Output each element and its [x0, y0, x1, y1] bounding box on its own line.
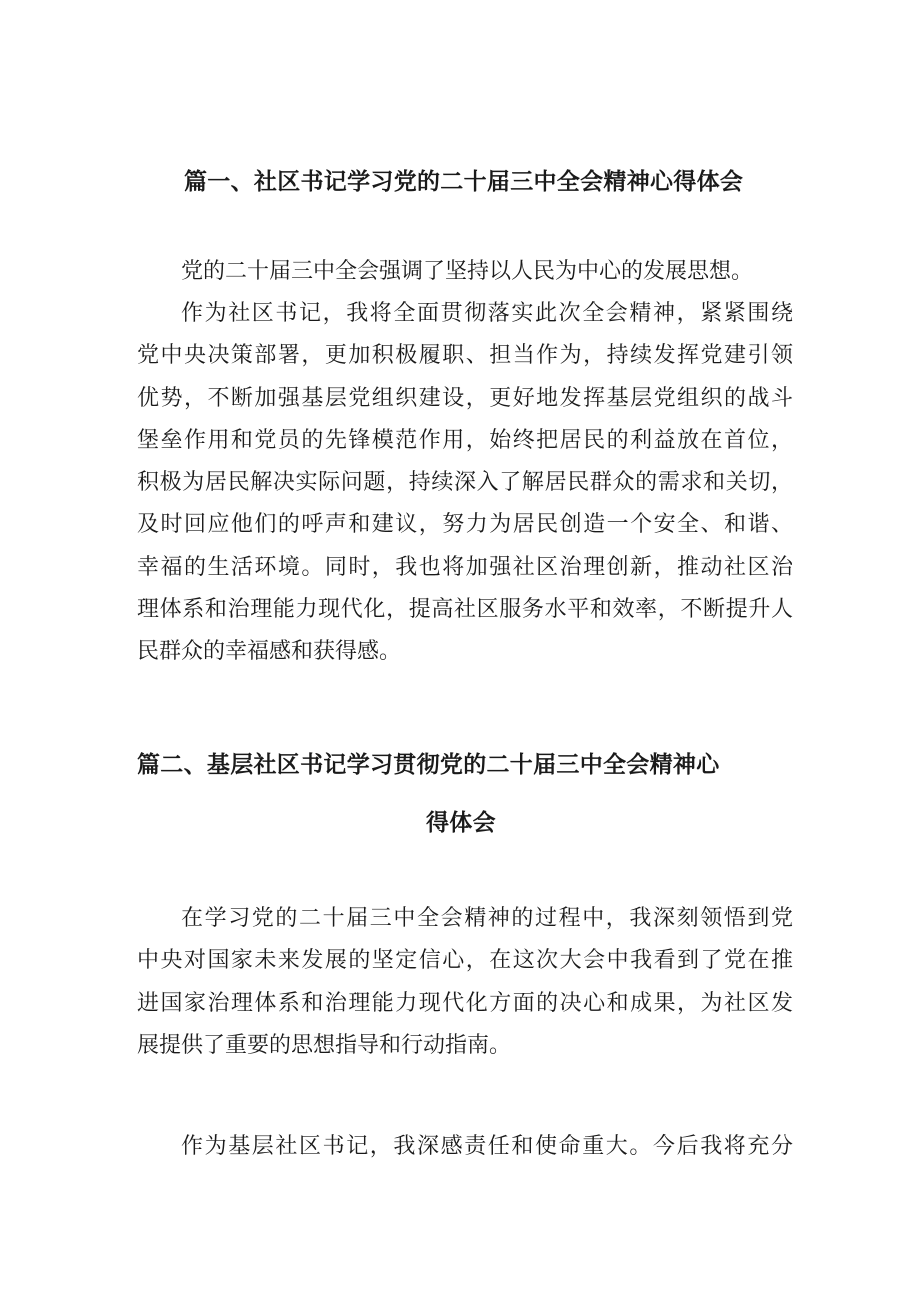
text-line: 及时回应他们的呼声和建议，努力为居民创造一个安全、和谐、	[137, 512, 793, 538]
text-line: 在学习党的二十届三中全会精神的过程中，我深刻领悟到党	[181, 906, 793, 931]
section-2-title-line-2: 得体会	[426, 810, 496, 836]
text-line: 作为社区书记，我将全面贯彻落实此次全会精神，紧紧围绕	[181, 301, 793, 326]
text-line: 理体系和治理能力现代化，提高社区服务水平和效率，不断提升人	[137, 597, 793, 623]
section-1-paragraph-2	[137, 293, 793, 674]
section-1-title: 篇一、社区书记学习党的二十届三中全会精神心得体会	[184, 169, 744, 195]
text-line: 中央对国家未来发展的坚定信心，在这次大会中我看到了党在推	[137, 948, 793, 974]
text-line: 幸福的生活环境。同时，我也将加强社区治理创新，推动社区治	[137, 554, 793, 580]
text-line: 党的二十届三中全会强调了坚持以人民为中心的发展思想。	[181, 259, 754, 284]
text-line: 党中央决策部署，更加积极履职、担当作为，持续发挥党建引领	[137, 343, 793, 369]
text-line: 堡垒作用和党员的先锋模范作用，始终把居民的利益放在首位，	[137, 427, 793, 453]
text-line: 积极为居民解决实际问题，持续深入了解居民群众的需求和关切，	[137, 470, 793, 496]
text-line: 民群众的幸福感和获得感。	[137, 639, 402, 665]
text-line: 作为基层社区书记，我深感责任和使命重大。今后我将充分	[181, 1134, 793, 1159]
section-1-paragraph-1	[137, 251, 793, 293]
text-line: 展提供了重要的思想指导和行动指南。	[137, 1032, 512, 1058]
section-2-title-line-1: 篇二、基层社区书记学习贯彻党的二十届三中全会精神心	[137, 752, 720, 778]
section-2-paragraph-2	[137, 1126, 793, 1168]
section-2-paragraph-1	[137, 898, 793, 1067]
text-line: 优势，不断加强基层党组织建设，更好地发挥基层党组织的战斗	[137, 385, 793, 411]
text-line: 进国家治理体系和治理能力现代化方面的决心和成果，为社区发	[137, 990, 793, 1016]
